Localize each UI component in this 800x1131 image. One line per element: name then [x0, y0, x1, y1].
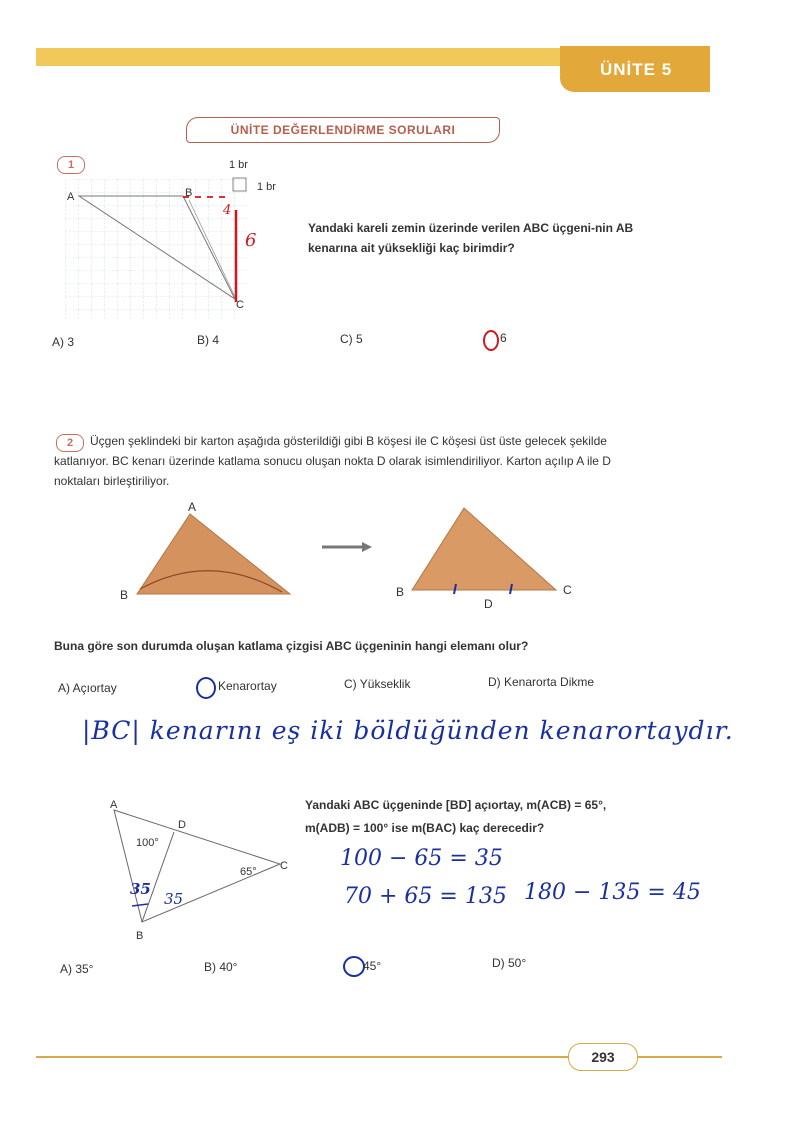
q3-handwritten-line2: 70 + 65 = 135: [344, 884, 507, 909]
blue-angle-mark: [132, 904, 148, 906]
q1-option-b[interactable]: B) 4: [197, 333, 220, 347]
q1-question-text: Yandaki kareli zemin üzerinde verilen ABC üçgeni-nin AB kenarına ait yüksekliği kaç birimdir?: [308, 221, 634, 255]
page-number-box: [568, 1043, 638, 1071]
q3-handwritten-35-b: 35: [164, 890, 184, 908]
q3-question-line2: m(ADB) = 100° ise m(BAC) kaç derecedir?: [305, 821, 545, 835]
vertex-a: A: [67, 191, 75, 203]
q2-after-vertex-c: C: [563, 583, 572, 597]
q3-vertex-b: B: [136, 930, 144, 942]
page-number: 293: [591, 1049, 615, 1065]
section-title-box: [186, 117, 500, 143]
q2-before-vertex-b: B: [120, 588, 129, 602]
q2-after-vertex-d: D: [484, 597, 493, 611]
grid-unit-vertical: 1 br: [257, 181, 276, 193]
q3-handwritten-35-a: 35: [130, 880, 151, 898]
q3-vertex-c: C: [280, 860, 288, 872]
question-number-1: 1: [57, 156, 85, 174]
q1-grid-figure: [55, 150, 295, 325]
q2-handwritten-answer: |BC| kenarını eş iki böldüğünden kenarortaydır.: [82, 716, 734, 745]
q3-answer-circle-c: [343, 956, 365, 977]
q3-angle-c-label: 65°: [240, 866, 257, 878]
section-title: ÜNİTE DEĞERLENDİRME SORULARI: [230, 123, 456, 137]
question-number-2: 2: [56, 434, 84, 452]
q1-option-d[interactable]: 6: [500, 331, 507, 345]
q3-question-line1: Yandaki ABC üçgeninde [BD] açıortay, m(ACB) = 65°,: [305, 798, 607, 812]
q1-answer-circle-d: [483, 330, 499, 351]
q2-option-c[interactable]: C) Yükseklik: [344, 677, 411, 691]
cardboard-triangle-before: [137, 514, 290, 594]
q3-vertex-a: A: [110, 799, 118, 811]
q1-option-a[interactable]: A) 3: [52, 335, 75, 349]
q2-option-b[interactable]: Kenarortay: [218, 679, 277, 693]
q2-after-vertex-b: B: [396, 585, 405, 599]
handwritten-mark-4: 4: [223, 203, 232, 218]
unit-tab: [560, 46, 710, 92]
q3-angle-d-label: 100°: [136, 837, 159, 849]
q2-before-vertex-a: A: [188, 500, 197, 514]
unit-label: ÜNİTE 5: [600, 60, 673, 79]
grid-paper: [65, 179, 247, 319]
q2-folding-figure: [110, 496, 600, 616]
q3-option-b[interactable]: B) 40°: [204, 960, 238, 974]
cardboard-triangle-after: [412, 508, 556, 590]
q2-option-d[interactable]: D) Kenarorta Dikme: [488, 675, 595, 689]
q3-option-d[interactable]: D) 50°: [492, 956, 527, 970]
q3-triangle-figure: [98, 796, 298, 946]
q3-handwritten-line1: 100 − 65 = 35: [340, 846, 503, 871]
q2-answer-circle-b: [196, 677, 216, 699]
q3-vertex-d: D: [178, 819, 186, 831]
q2-question-prompt: Buna göre son durumda oluşan katlama çizgisi ABC üçgeninin hangi elemanı olur?: [54, 639, 529, 653]
vertex-b: B: [185, 187, 193, 199]
grid-unit-horizontal: 1 br: [229, 159, 248, 171]
q2-option-a[interactable]: A) Açıortay: [58, 681, 117, 695]
arrow-head-icon: [362, 542, 372, 552]
handwritten-height-6: 6: [245, 230, 257, 251]
q3-option-c[interactable]: 45°: [363, 959, 382, 973]
q3-option-a[interactable]: A) 35°: [60, 962, 94, 976]
q3-handwritten-line3: 180 − 135 = 45: [524, 880, 701, 905]
vertex-c: C: [236, 299, 244, 311]
q2-question-text: Üçgen şeklindeki bir karton aşağıda gösterildiği gibi B köşesi ile C köşesi üst üste gelecek şekilde katlanıyor. BC kenarı üzerinde katlama sonucu oluşan nokta D olarak isimlendiriliyor. Karton açılıp A ile D noktaları birleştiriliyor.: [54, 434, 611, 488]
q1-option-c[interactable]: C) 5: [340, 332, 363, 346]
